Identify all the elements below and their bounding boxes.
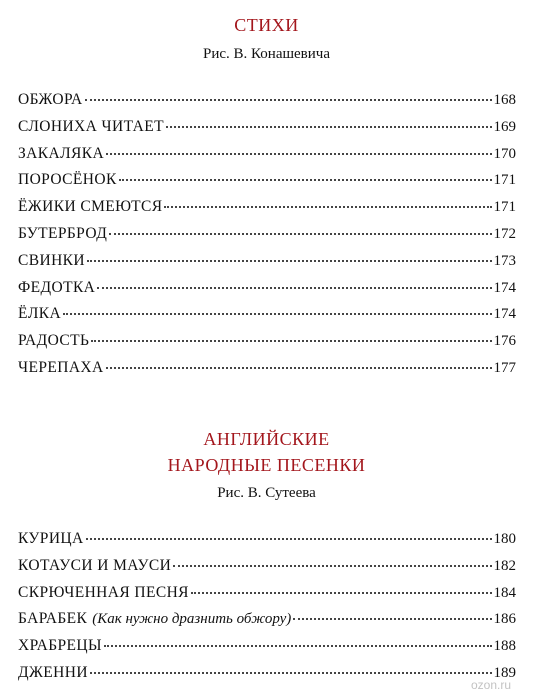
toc-entry-title: КОТАУСИ И МАУСИ: [18, 556, 172, 574]
toc-entry[interactable]: [18, 145, 516, 172]
toc-entry-page: 169: [493, 118, 516, 135]
toc-entry-page: 173: [493, 252, 516, 269]
toc-entry-page: 177: [493, 359, 516, 376]
toc-entry-title: СЛОНИХА ЧИТАЕТ: [18, 117, 165, 135]
dot-leader: [191, 592, 492, 594]
toc-entry-page: 189: [493, 664, 516, 681]
toc-entry-page: 171: [493, 199, 516, 216]
toc-entry-page: 174: [493, 279, 516, 296]
section-illustrator: Рис. В. Сутеева: [217, 485, 316, 501]
toc-entry[interactable]: [18, 610, 516, 637]
toc-entry[interactable]: [18, 332, 516, 359]
dot-leader: [87, 260, 492, 262]
toc-list-english-songs: [18, 530, 516, 691]
toc-entry-page: 184: [493, 584, 516, 601]
toc-entry[interactable]: [18, 305, 516, 332]
toc-entry[interactable]: [18, 530, 516, 557]
dot-leader: [293, 618, 491, 620]
toc-entry[interactable]: [18, 171, 516, 198]
toc-entry-title: ЁЛКА: [18, 305, 62, 323]
toc-entry[interactable]: [18, 252, 516, 279]
toc-entry-title: ДЖЕННИ: [18, 663, 88, 681]
toc-entry-title: КУРИЦА: [18, 530, 84, 547]
dot-leader: [86, 538, 492, 540]
toc-entry-title: ХРАБРЕЦЫ: [18, 637, 102, 655]
dot-leader: [90, 672, 492, 674]
toc-entry-title: СКРЮЧЕННАЯ ПЕСНЯ: [18, 583, 189, 601]
toc-entry-page: 182: [493, 557, 516, 574]
toc-entry-title: РАДОСТЬ: [18, 332, 90, 350]
toc-entry[interactable]: [18, 664, 516, 691]
toc-entry[interactable]: [18, 584, 516, 611]
toc-entry-title: ФЕДОТКА: [18, 278, 96, 296]
toc-entry-title: БУТЕРБРОД: [18, 224, 108, 242]
dot-leader: [164, 206, 491, 208]
toc-entry[interactable]: [18, 557, 516, 584]
toc-entry-title: ПОРОСЁНОК: [18, 171, 117, 189]
section-title-english-songs-line2: НАРОДНЫЕ ПЕСЕНКИ: [167, 455, 366, 475]
dot-leader: [91, 340, 491, 342]
section-title-english-songs-line1: АНГЛИЙСКИЕ: [203, 429, 330, 449]
dot-leader: [63, 313, 491, 315]
toc-entry[interactable]: [18, 637, 516, 664]
toc-entry-page: 171: [493, 172, 516, 189]
dot-leader: [85, 99, 492, 101]
toc-entry[interactable]: [18, 279, 516, 306]
toc-entry[interactable]: [18, 359, 516, 386]
toc-entry-title: ЧЕРЕПАХА: [18, 358, 104, 376]
toc-list-poems: [18, 91, 516, 386]
toc-entry-page: 176: [493, 333, 516, 350]
dot-leader: [106, 367, 492, 369]
dot-leader: [97, 287, 491, 289]
toc-entry-page: 180: [493, 531, 516, 547]
toc-entry-page: 172: [493, 225, 516, 242]
toc-entry-note: (Как нужно дразнить обжору): [92, 611, 292, 628]
toc-entry-page: 168: [493, 92, 516, 108]
toc-entry-page: 186: [493, 611, 516, 628]
toc-entry-page: 174: [493, 306, 516, 323]
toc-entry[interactable]: [18, 118, 516, 145]
toc-entry-title: ЁЖИКИ СМЕЮТСЯ: [18, 198, 163, 216]
dot-leader: [173, 565, 491, 567]
toc-entry-title: СВИНКИ: [18, 251, 85, 269]
toc-entry[interactable]: [18, 198, 516, 225]
dot-leader: [119, 179, 492, 181]
section-title-poems: СТИХИ: [234, 15, 299, 35]
toc-entry[interactable]: [18, 91, 516, 118]
dot-leader: [106, 153, 491, 155]
dot-leader: [109, 233, 491, 235]
toc-entry[interactable]: [18, 225, 516, 252]
watermark: ozon.ru: [470, 678, 511, 692]
toc-entry-page: 170: [493, 145, 516, 162]
toc-entry-title: ЗАКАЛЯКА: [18, 144, 105, 162]
section-illustrator: Рис. В. Конашевича: [203, 46, 330, 62]
dot-leader: [166, 126, 491, 128]
toc-entry-title: ОБЖОРА: [18, 91, 83, 108]
toc-entry-page: 188: [493, 638, 516, 655]
toc-entry-title: БАРАБЕК: [18, 610, 88, 628]
dot-leader: [104, 645, 492, 647]
